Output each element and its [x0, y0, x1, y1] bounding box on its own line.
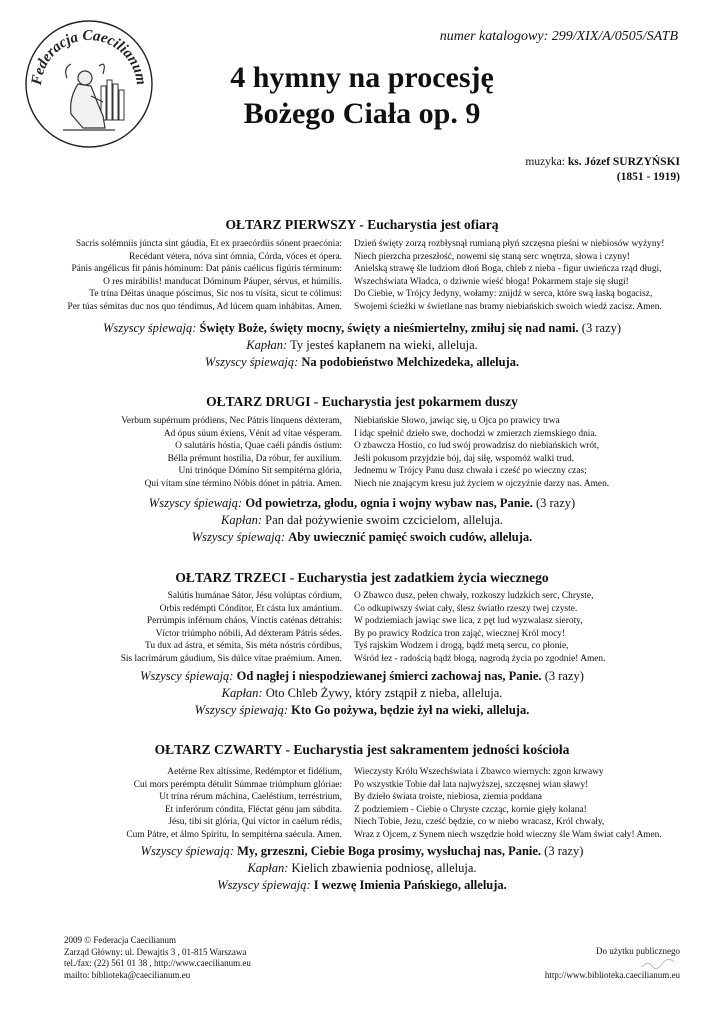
- responsory-text: Kielich zbawienia podniosę, alleluja.: [291, 861, 477, 875]
- polish-text: [354, 766, 704, 842]
- title-line-2: Bożego Ciała op. 9: [243, 97, 481, 130]
- speaker: Wszyscy śpiewają:: [148, 496, 243, 510]
- latin-line: Jésu, tibi sit glória, Qui víctor in caélum rédis,: [168, 817, 342, 828]
- latin-line: Aetérne Rex altíssime, Redémptor et fidélium,: [167, 767, 342, 777]
- polish-line: I idąc spełnić dzieło swe, dochodzi w zmierzch ziemskiego dnia.: [354, 428, 597, 439]
- latin-line: Salútis humánae Sátor, Jésu volúptas córdium,: [167, 591, 342, 601]
- polish-line: Niech nie znającym kresu już życiem w ojczyźnie darzy nas. Amen.: [354, 478, 610, 489]
- polish-line: W podziemiach jawiąc swe lica, z pęt lud wyzwalasz sieroty,: [354, 616, 583, 627]
- polish-line: Niech Tobie, Jezu, cześć będzie, co w niebo wracasz, Król chwały,: [354, 817, 605, 828]
- latin-line: Recédant vétera, nóva sint ómnia, Córda, vóces et ópera.: [129, 251, 342, 262]
- catalog-number: numer katalogowy: 299/XIX/A/0505/SATB: [439, 29, 678, 44]
- polish-line: By dzieło świata troiste, niebiosa, ziemia poddana: [354, 792, 542, 803]
- footer-publisher: [64, 935, 251, 981]
- section-title-4: OŁTARZ CZWARTY - Eucharystia jest sakramentem jedności kościoła: [154, 742, 570, 757]
- polish-line: Niebiańskie Słowo, jawiąc się, u Ojca po prawicy trwa: [354, 416, 560, 426]
- polish-line: Do Ciebie, w Trójcy Jedyny, wołamy: znijdź w serca, które swą łaską bogacisz,: [354, 289, 653, 300]
- repeat-note: (3 razy): [541, 844, 584, 858]
- repeat-note: (3 razy): [541, 669, 584, 683]
- latin-line: Bélla prémunt hostília, Da róbur, fer auxílium.: [167, 453, 342, 464]
- speaker: Kapłan:: [221, 686, 263, 700]
- speaker: Kapłan:: [246, 338, 288, 352]
- polish-line: Anielską strawę śle ludziom dłoń Boga, chleb z nieba - figur uwieńcza rząd długi,: [354, 264, 662, 275]
- polish-line: Tyś rajskim Wodzem i drogą, bądź metą sercu, co płonie,: [354, 641, 569, 652]
- speaker: Wszyscy śpiewają:: [204, 355, 299, 369]
- responsory-text: Od nagłej i niespodziewanej śmierci zachowaj nas, Panie.: [236, 669, 542, 683]
- polish-line: Swojemi ścieżki w świetlane nas bramy niebiańskich swoich wiedź zacisz. Amen.: [354, 301, 662, 312]
- speaker: Wszyscy śpiewają:: [194, 703, 289, 717]
- polish-line: O zbawcza Hostio, co lud swój prowadzisz do niebiańskich wrót,: [354, 441, 599, 452]
- latin-text: [20, 238, 354, 314]
- composer-years: (1851 - 1919): [616, 171, 680, 183]
- polish-line: Wraz z Ojcem, z Synem niech wszędzie hołd wieczny śle Wam świat cały! Amen.: [354, 829, 662, 840]
- latin-line: Víctor triúmpho nóbili, Ad déxteram Pátris sédes.: [155, 628, 342, 639]
- repeat-note: (3 razy): [578, 321, 621, 335]
- polish-line: Dzień święty zorzą rozbłysnął rumianą płyń szczęsna pieśni w niebiosów wyżyny!: [354, 239, 665, 249]
- polish-text: [354, 415, 704, 491]
- title-line-1: 4 hymny na procesję: [230, 61, 494, 94]
- composer-credit: [525, 155, 680, 185]
- responsory-text: Na podobieństwo Melchizedeka, alleluja.: [301, 355, 520, 369]
- latin-line: Cum Pátre, et álmo Spíritu, In sempitérna saécula. Amen.: [126, 829, 342, 840]
- latin-text: [20, 766, 354, 842]
- latin-line: O res mirábilis! manducat Dóminum Páuper, sérvus, et húmilis.: [103, 276, 342, 287]
- speaker: Wszyscy śpiewają:: [140, 844, 234, 858]
- speaker: Kapłan:: [221, 513, 263, 527]
- latin-line: Sacris solémniis júncta sint gáudia, Et ex praecórdiis sónent praecónia:: [75, 239, 342, 249]
- speaker: Kapłan:: [247, 861, 289, 875]
- responsory-4: [0, 843, 724, 894]
- polish-text: [354, 590, 704, 666]
- responsory-text: Od powietrza, głodu, ognia i wojny wybaw nas, Panie.: [245, 496, 533, 510]
- section-title-1: OŁTARZ PIERWSZY - Eucharystia jest ofiarą: [225, 217, 499, 232]
- polish-line: Niech pierzcha przeszłość, nowemi się staną serc wnętrza, słowa i czyny!: [354, 251, 630, 262]
- footer-usage: [545, 946, 680, 981]
- responsory-text: My, grzeszni, Ciebie Boga prosimy, wysłuchaj nas, Panie.: [237, 844, 542, 858]
- composer-label: muzyka:: [525, 156, 565, 168]
- responsory-1: [0, 320, 724, 371]
- polish-line: Po wszystkie Tobie dał lata najwyższej, szczęsnej wian sławy!: [354, 779, 589, 790]
- library-link[interactable]: http://www.biblioteka.caecilianum.eu: [544, 969, 680, 980]
- latin-line: Uni trinóque Dómino Sit sempitérna glória,: [178, 466, 342, 477]
- hymn-text-3: [20, 590, 704, 666]
- polish-line: Wieczysty Królu Wszechświata i Zbawco wiernych: zgon krwawy: [354, 767, 604, 777]
- latin-line: Te trína Déitas únaque póscimus, Sic nos tu vísita, sicut te cólimus:: [89, 289, 342, 300]
- responsory-text: Kto Go pożywa, będzie żył na wieki, alleluja.: [291, 703, 530, 717]
- responsory-text: Pan dał pożywienie swoim czcicielom, alleluja.: [265, 513, 503, 527]
- email-link[interactable]: mailto: biblioteka@caecilianum.eu: [64, 969, 191, 980]
- signature-icon: [640, 958, 680, 970]
- responsory-text: Aby uwiecznić pamięć swoich cudów, alleluja.: [288, 530, 533, 544]
- speaker: Wszyscy śpiewają:: [140, 669, 234, 683]
- composer-name: ks. Józef SURZYŃSKI: [567, 156, 680, 168]
- latin-line: Ad ópus súum éxiens, Vénit ad vítae vésperam.: [163, 428, 342, 439]
- latin-line: Verbum supérnum pródiens, Nec Pátris línquens déxteram,: [121, 416, 342, 426]
- polish-line: Co odkupiwszy świat cały, ślesz światło rzeszy twej czyste.: [354, 603, 578, 614]
- public-use-note: Do użytku publicznego: [596, 946, 680, 956]
- latin-line: Pánis angélicus fit pánis hóminum: Dat pánis caélicus figúris términum:: [71, 264, 342, 275]
- responsory-text: Ty jesteś kapłanem na wieki, alleluja.: [290, 338, 478, 352]
- responsory-2: [0, 495, 724, 546]
- responsory-3: [0, 668, 724, 719]
- latin-line: Ut trína rérum máchina, Caeléstium, terréstrium,: [159, 792, 342, 803]
- speaker: Wszyscy śpiewają:: [103, 321, 197, 335]
- polish-line: Wszechświata Władca, o dziwnie wieść błoga! Pokarmem staje się sługi!: [354, 276, 629, 287]
- hymn-text-4: [20, 766, 704, 842]
- latin-line: Sis lacrimárum gáudium, Sis dúlce vítae praémium. Amen.: [120, 653, 342, 664]
- logo-text: Federacja Caecilianum: [28, 27, 150, 87]
- speaker: Wszyscy śpiewają:: [191, 530, 286, 544]
- hymn-text-1: [20, 238, 704, 314]
- polish-line: Z podziemiem - Ciebie o Chryste czcząc, kornie gięły kolana!: [354, 804, 587, 815]
- latin-text: [20, 415, 354, 491]
- latin-text: [20, 590, 354, 666]
- copyright-line: 2009 © Federacja Caecilianum: [64, 935, 177, 945]
- signature-mark: [545, 958, 680, 970]
- responsory-text: I wezwę Imienia Pańskiego, alleluja.: [313, 878, 507, 892]
- polish-text: [354, 238, 704, 314]
- latin-line: Tu dux ad ástra, et sémita, Sis méta nóstris córdibus,: [144, 641, 342, 652]
- polish-line: Jeśli pokusom przyjdzie bój, daj siłę, wspomóż walki trud.: [354, 453, 575, 464]
- latin-line: Orbis redémpti Cónditor, Et cásta lux amántium.: [159, 603, 342, 614]
- polish-line: Jednemu w Trójcy Panu dusz chwała i cześć po wieczny czas;: [354, 466, 587, 477]
- responsory-text: Święty Boże, święty mocny, święty a nieśmiertelny, zmiłuj się nad nami.: [199, 321, 579, 335]
- latin-line: O salutáris hóstia, Quae caéli pándis óstium:: [175, 441, 342, 452]
- latin-line: Qui vítam síne término Nóbis dónet in pátria. Amen.: [144, 478, 342, 489]
- repeat-note: (3 razy): [532, 496, 576, 510]
- responsory-text: Oto Chleb Żywy, który zstąpił z nieba, alleluja.: [265, 686, 503, 700]
- contact-line[interactable]: tel./fax: (22) 561 01 38 , http://www.caecilianum.eu: [64, 958, 251, 968]
- speaker: Wszyscy śpiewają:: [217, 878, 311, 892]
- hymn-text-2: [20, 415, 704, 491]
- page-title: [0, 60, 724, 132]
- address-line: Zarząd Główny: ul. Dewajtis 3 , 01-815 Warszawa: [64, 946, 247, 957]
- latin-line: Et inferórum cóndita, Fléctat génu jam súbdita.: [164, 804, 342, 815]
- section-title-3: OŁTARZ TRZECI - Eucharystia jest zadatkiem życia wiecznego: [175, 570, 549, 585]
- latin-line: Cui mors perémpta détulit Súmmae triúmphum glóriae:: [133, 779, 342, 790]
- latin-line: Perrúmpis inférnum cháos, Vínctis caténas détrahis:: [146, 616, 342, 627]
- polish-line: Wśród łez - radością bądź błogą, nagrodą życia po zgodnie! Amen.: [354, 653, 606, 664]
- polish-line: O Zbawco dusz, pełen chwały, rozkoszy ludzkich serc, Chryste,: [354, 591, 594, 601]
- polish-line: By po prawicy Rodzica tron zająć, wiecznej Król mocy!: [354, 628, 566, 639]
- latin-line: Per túas sémitas duc nos quo téndimus, Ad lúcem quam inhábitas. Amen.: [67, 301, 342, 312]
- section-title-2: OŁTARZ DRUGI - Eucharystia jest pokarmem duszy: [206, 394, 518, 409]
